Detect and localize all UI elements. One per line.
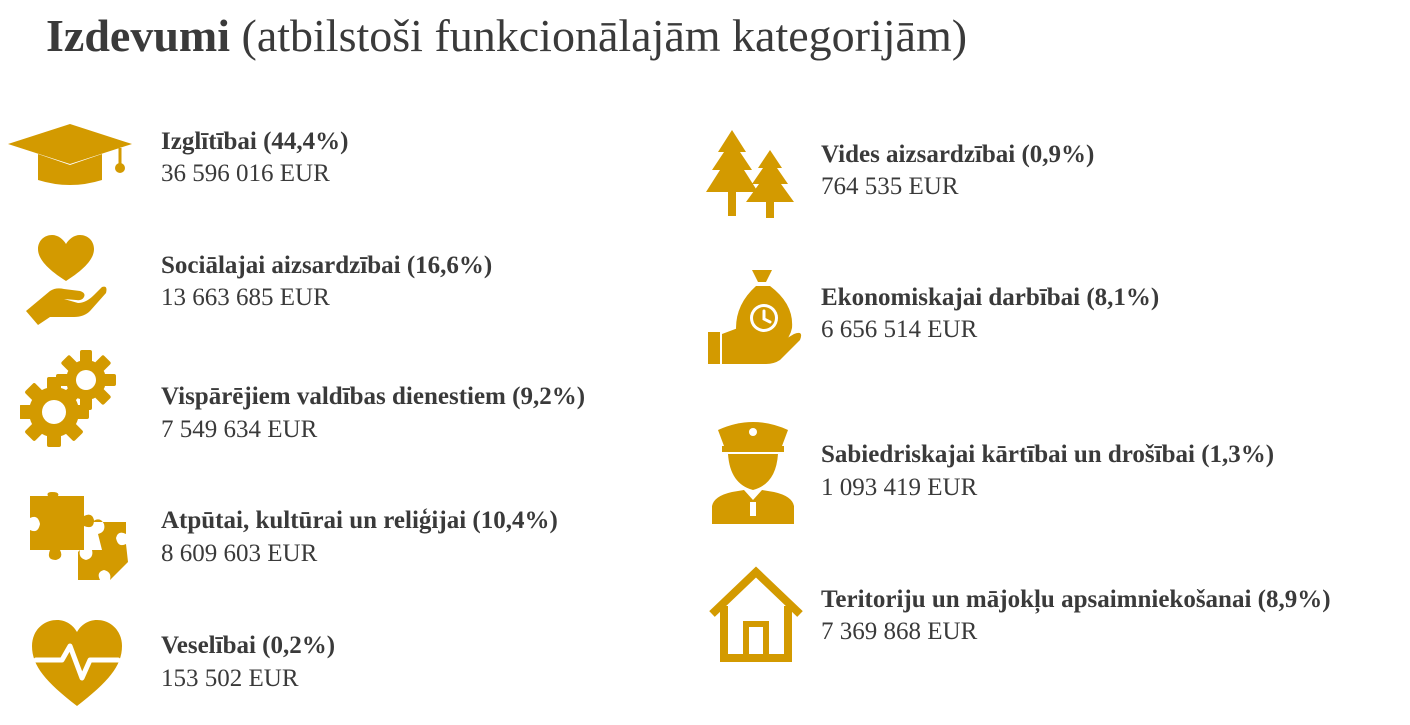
house-icon — [708, 566, 804, 662]
category-amount: 153 502 EUR — [161, 665, 299, 692]
category-label: Vispārējiem valdības dienestiem (9,2%) — [161, 383, 586, 410]
category-label: Izglītībai (44,4%) — [161, 128, 349, 155]
category-amount: 36 596 016 EUR — [161, 160, 330, 187]
gears-icon — [20, 350, 124, 448]
category-amount: 7 549 634 EUR — [161, 416, 318, 443]
puzzle-pieces-icon — [30, 492, 130, 580]
page-title — [46, 6, 967, 66]
category-label: Sabiedriskajai kārtībai un drošībai (1,3%) — [821, 441, 1275, 468]
title-subtitle: (atbilstoši funkcionālajām kategorijām) — [241, 10, 968, 61]
category-label: Veselībai (0,2%) — [161, 632, 336, 659]
category-label: Ekonomiskajai darbībai (8,1%) — [821, 284, 1160, 311]
money-bag-hand-icon — [708, 270, 804, 366]
category-label: Sociālajai aizsardzībai (16,6%) — [161, 252, 493, 279]
graduation-cap-icon — [8, 124, 133, 188]
category-amount: 1 093 419 EUR — [821, 474, 978, 501]
category-label: Atpūtai, kultūrai un reliģijai (10,4%) — [161, 507, 558, 534]
category-amount: 6 656 514 EUR — [821, 316, 978, 343]
category-amount: 764 535 EUR — [821, 173, 959, 200]
police-officer-icon — [712, 420, 794, 524]
heart-in-hand-icon — [24, 235, 108, 325]
category-amount: 8 609 603 EUR — [161, 540, 318, 567]
trees-icon — [704, 130, 796, 218]
category-amount: 7 369 868 EUR — [821, 618, 978, 645]
category-label: Teritoriju un mājokļu apsaimniekošanai (8,9%) — [821, 586, 1331, 613]
title-main: Izdevumi — [46, 10, 230, 61]
heartbeat-icon — [32, 620, 122, 706]
category-amount: 13 663 685 EUR — [161, 284, 330, 311]
category-label: Vides aizsardzībai (0,9%) — [821, 141, 1095, 168]
